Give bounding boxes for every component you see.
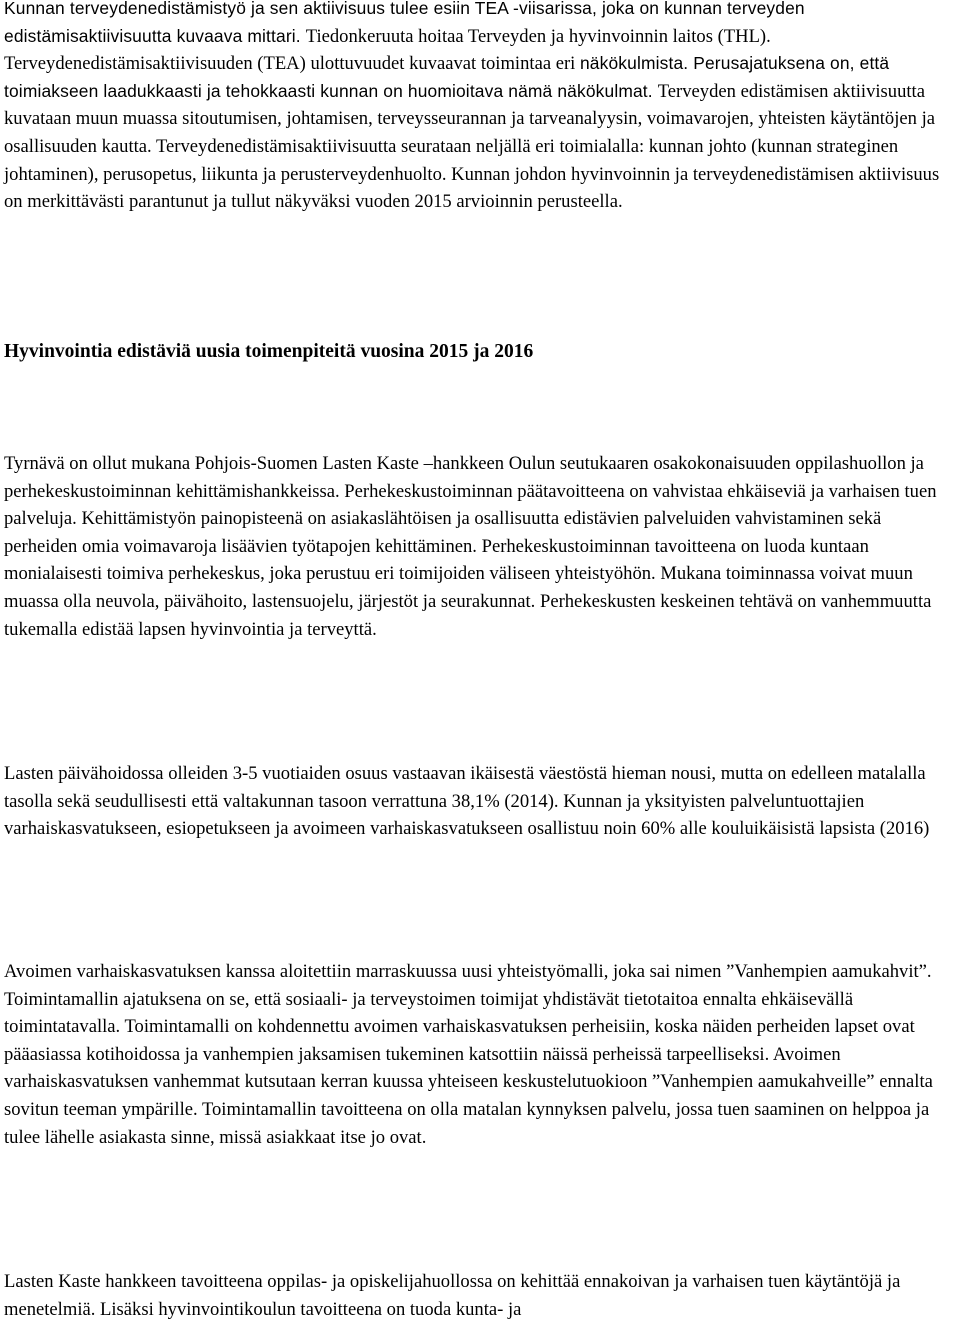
paragraph-lasten-kaste: Tyrnävä on ollut mukana Pohjois-Suomen Lasten Kaste –hankkeen Oulun seutukaaren osakokonaisuuden oppilashuollon ja perhekeskustoiminnan kehittämishankkeissa. Perhekeskustoiminnan päätavoitteena on vahvistaa ehkäiseviä ja varhaisen tuen palveluja. Kehittämistyön painopisteenä on asiakaslähtöisen ja osallisuutta edistävien palveluiden vahvistaminen sekä perheiden omia voimavaroja lisäävien työtapojen kehittäminen. Perhekeskustoiminnan tavoitteena on luoda kuntaan monialaisesti toimiva perhekeskus, joka perustuu eri toimijoiden väliseen yhteistyöhön. Mukana toiminnassa voivat muun muassa olla neuvola, päivähoito, lastensuojelu, järjestöt ja seurakunnat. Perhekeskusten keskeinen tehtävä on vanhemmuutta tukemalla edistää lapsen hyvinvointia ja terveyttä. bbox=[4, 453, 937, 640]
paragraph-hanke-tavoite: Lasten Kaste hankkeen tavoitteena oppilas- ja opiskelijahuollossa on kehittää ennakoivan ja varhaisen tuen käytäntöjä ja menetelmiä. Lisäksi hyvinvointikoulun tavoitteena on tuoda kunta- ja bbox=[4, 1271, 901, 1320]
section-heading: Hyvinvointia edistäviä uusia toimenpiteitä vuosina 2015 ja 2016 bbox=[4, 341, 534, 362]
intro-text-part-2: Tiedonkeruuta hoitaa Terveyden ja hyvinvoinnin laitos (THL). Terveydenedistämisaktiivisuuden (TEA) ulottuvuudet kuvaavat toimintaa eri bbox=[4, 25, 771, 75]
paragraph-aamukahvit: Avoimen varhaiskasvatuksen kanssa aloitettiin marraskuussa uusi yhteistyömalli, joka sai nimen ”Vanhempien aamukahvit”. Toimintamallin ajatuksena on se, että sosiaali- ja terveystoimen toimijat yhdistävät tietotaitoa ennalta ehkäisevällä toimintatavalla. Toimintamalli on kohdennettu avoimen varhaiskasvatuksen perheisiin, koska näiden perheiden lapset ovat pääasiassa kotihoidossa ja vanhempien jaksamisen tukeminen katsottiin näissä perheissä tarpeelliseksi. Avoimen varhaiskasvatuksen vanhemmat kutsutaan kerran kuussa yhteiseen keskustelutuokioon ”Vanhempien aamukahveille” ennalta sovitun teeman ympärille. Toimintamallin tavoitteena on olla matalan kynnyksen palvelu, jossa tuen saaminen on helppoa ja tulee lähelle asiakasta sinne, missä asiakkaat itse jo ovat. bbox=[4, 961, 933, 1148]
paragraph-paivahoito: Lasten päivähoidossa olleiden 3-5 vuotiaiden osuus vastaavan ikäisestä väestöstä hieman nousi, mutta on edelleen matalalla tasolla sekä seudullisesti että valtakunnan tasoon verrattuna 38,1% (2014). Kunnan ja yksityisten palveluntuottajien varhaiskasvatukseen, esiopetukseen ja avoimeen varhaiskasvatukseen osallistuu noin 60% alle kouluikäisistä lapsista (2016) bbox=[4, 763, 930, 840]
intro-text-part-4: Terveyden edistämisen aktiivisuutta kuvataan muun muassa sitoutumisen, johtamisen, terveysseurannan ja tarveanalyysin, voimavarojen, yhteisten käytäntöjen ja osallisuuden kautta. Terveydenedistämisaktiivisuutta seurataan neljällä eri toimialalla: kunnan johto (kunnan strateginen johtaminen), perusopetus, liikunta ja perusterveydenhuolto. Kunnan johdon hyvinvoinnin ja terveydenedistämisen aktiivisuus on merkittävästi parantunut ja tullut näkyväksi vuoden 2015 arvioinnin perusteella. bbox=[4, 80, 940, 213]
intro-text-part-3: näkökulmista. Perusajatuksena on, että toimiakseen laadukkaasti ja tehokkaasti kunnan on huomioitava nämä näkökulmat. bbox=[4, 53, 890, 101]
intro-paragraph bbox=[4, 0, 956, 216]
intro-text-part-1: Kunnan terveydenedistämistyö ja sen aktiivisuus tulee esiin TEA -viisarissa, joka on kunnan terveyden edistämisaktiivisuutta kuvaava mittari. bbox=[4, 0, 805, 46]
